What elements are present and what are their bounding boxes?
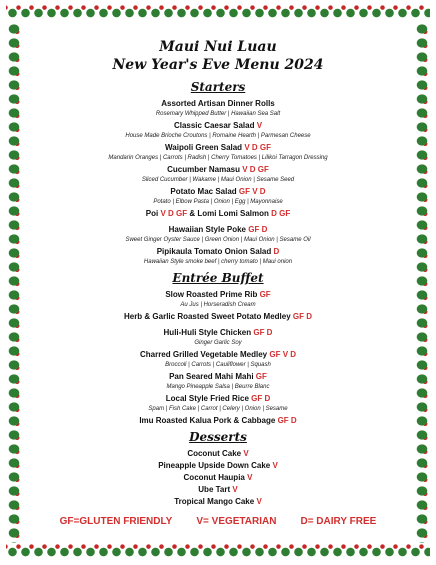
menu-item: Charred Grilled Vegetable Medley GF V D (139, 350, 297, 359)
menu-item: Huli-Huli Style Chicken GF D (163, 328, 273, 337)
legend-dairy-free: D= DAIRY FREE (300, 516, 377, 527)
item-description: Mandarin Oranges | Carrots | Radish | Cherry Tomatoes | Lilikoi Tarragon Dressing (108, 155, 328, 161)
menu-item: Tropical Mango Cake V (174, 497, 262, 506)
diet-tag: GF (259, 290, 271, 299)
item-description: Sliced Cucumber | Wakame | Maui Onion | Sesame Seed (141, 177, 295, 183)
diet-tag: D GF (271, 209, 291, 218)
diet-tag: GF V D (269, 350, 297, 359)
diet-tag: D (273, 247, 280, 256)
menu-item: Pineapple Upside Down Cake V (158, 461, 278, 470)
menu-item: Pipikaula Tomato Onion Salad D (156, 247, 280, 256)
decorative-border-right (414, 22, 430, 543)
diet-tag: V (243, 449, 249, 458)
menu-item: Coconut Haupia V (183, 473, 253, 482)
diet-tag: V (256, 121, 263, 130)
diet-tag: V D GF (160, 209, 188, 218)
diet-tag: V D GF (242, 165, 269, 174)
diet-tag: GF D (248, 225, 268, 234)
item-description: Spam | Fish Cake | Carrot | Celery | Onion | Sesame (148, 406, 288, 412)
menu-item: Coconut Cake V (187, 449, 249, 458)
item-description: Mango Pineapple Salsa | Beurre Blanc (166, 384, 270, 390)
menu-item: Hawaiian Style Poke GF D (168, 225, 268, 234)
menu-item: Herb & Garlic Roasted Sweet Potato Medley GF D (123, 312, 313, 321)
menu-item: Imu Roasted Kalua Pork & Cabbage GF D (139, 416, 297, 425)
legend-vegetarian: V= VEGETARIAN (196, 516, 277, 527)
diet-tag: GF D (251, 394, 271, 403)
diet-tag: GF (255, 372, 267, 381)
section-heading-desserts: Desserts (189, 430, 247, 444)
section-heading-entree: Entrée Buffet (172, 271, 264, 285)
item-description: Potato | Elbow Pasta | Onion | Egg | Mayonnaise (153, 199, 283, 205)
diet-tag: GF D (277, 416, 297, 425)
item-description: Sweet Ginger Oyster Sauce | Green Onion | Maui Onion | Sesame Oil (125, 237, 311, 243)
menu-item: Potato Mac Salad GF V D (170, 187, 266, 196)
menu-item: Classic Caesar Salad V (173, 121, 263, 130)
diet-tag: GF D (292, 312, 313, 321)
decorative-border-left (6, 22, 22, 543)
menu-subtitle: New Year's Eve Menu 2024 (112, 57, 324, 73)
menu-item: Pan Seared Mahi Mahi GF (169, 372, 267, 381)
menu-item: Ube Tart V (198, 485, 238, 494)
item-description: House Made Brioche Croutons | Romaine Hearth | Parmesan Cheese (125, 133, 311, 139)
menu-item: Cucumber Namasu V D GF (167, 165, 269, 174)
decorative-border-top (6, 4, 430, 22)
item-description: Hawaiian Style smoke beef | cherry tomato | Maui onion (143, 259, 293, 265)
diet-tag: GF V D (238, 187, 266, 196)
decorative-border-bottom (6, 543, 430, 561)
diet-tag: V (256, 497, 262, 506)
diet-tag: V (247, 473, 253, 482)
menu-item: Waipoli Green Salad V D GF (165, 143, 271, 152)
diet-tag: V (272, 461, 278, 470)
diet-legend (28, 516, 408, 527)
menu-item: Assorted Artisan Dinner Rolls (161, 99, 275, 108)
diet-tag: GF D (253, 328, 273, 337)
item-description: Au Jus | Horseradish Cream (180, 302, 256, 308)
legend-gluten-friendly: GF=GLUTEN FRIENDLY (59, 516, 173, 527)
menu-title: Maui Nui Luau (159, 39, 277, 55)
section-heading-starters: Starters (190, 80, 246, 94)
diet-tag: V (232, 485, 238, 494)
menu-item: Local Style Fried Rice GF D (165, 394, 271, 403)
item-description: Rosemary Whipped Butter | Hawaiian Sea Salt (155, 111, 281, 117)
item-description: Ginger Garlic Soy (194, 340, 242, 346)
menu-body (28, 38, 408, 507)
diet-tag: V D GF (244, 143, 271, 152)
menu-item: Poi V D GF & Lomi Lomi Salmon D GF (145, 209, 291, 218)
menu-item: Slow Roasted Prime Rib GF (165, 290, 271, 299)
item-description: Broccoli | Carrots | Cauliflower | Squash (165, 362, 271, 368)
